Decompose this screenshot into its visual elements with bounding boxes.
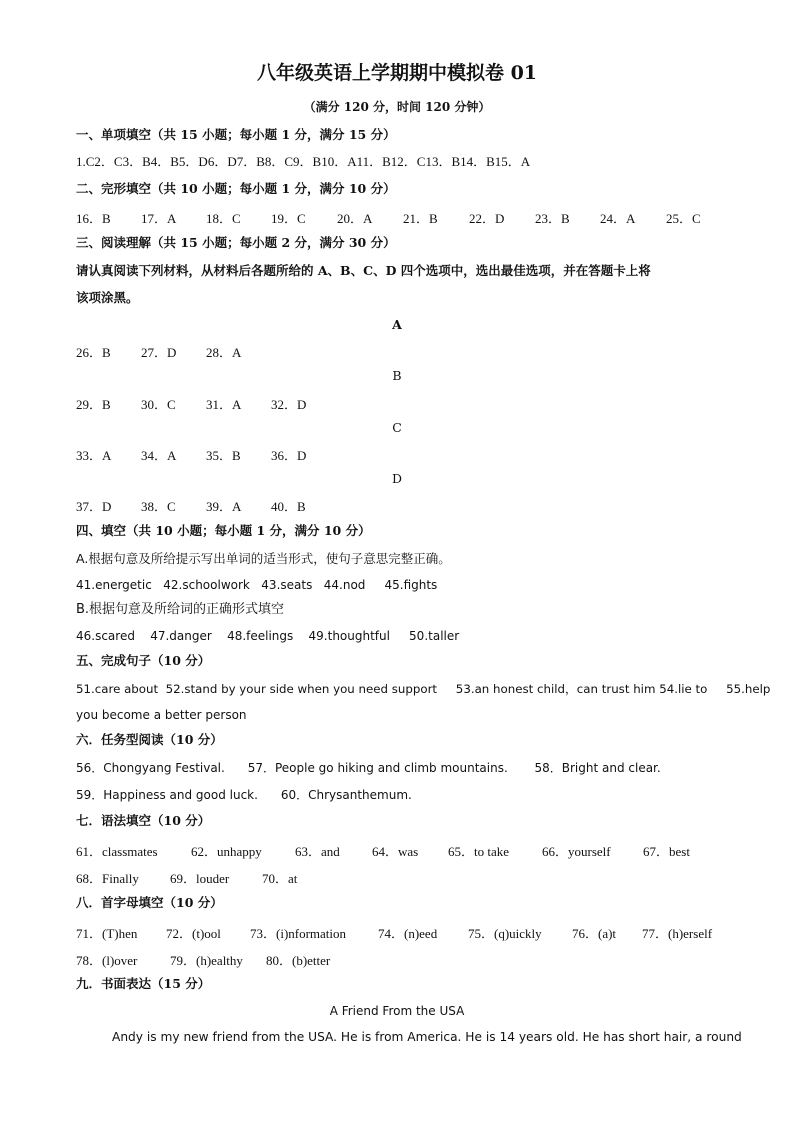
- answer-item: 32．D: [271, 397, 307, 412]
- answer-item: 37．D: [76, 499, 112, 514]
- answer-item: 16．B: [76, 211, 111, 226]
- answer-item: 40．B: [271, 499, 306, 514]
- section-6-heading: 六．任务型阅读（10 分）: [76, 732, 223, 747]
- page-title: 八年级英语上学期期中模拟卷 01: [256, 62, 538, 84]
- answer-item: 19．C: [271, 211, 306, 226]
- section-6-answers-line1: 56．Chongyang Festival. 57．People go hiking and climb mountains. 58．Bright and clear.: [76, 761, 661, 775]
- answer-item: 66．yourself: [542, 844, 611, 859]
- answer-item: 34．A: [141, 448, 177, 463]
- answer-item: 73．(i)nformation: [250, 926, 347, 941]
- answer-item: 67．best: [643, 844, 690, 859]
- answer-item: 33．A: [76, 448, 112, 463]
- answer-item: 80．(b)etter: [266, 953, 331, 968]
- passage-label: D: [391, 471, 403, 486]
- section-4-answers-a: 41.energetic 42.schoolwork 43.seats 44.nod 45.fights: [76, 578, 438, 592]
- answer-item: 24．A: [600, 211, 636, 226]
- section-5-answers-line2: you become a better person: [76, 708, 247, 722]
- section-3-instruction: 请认真阅读下列材料，从材料后各题所给的 A、B、C、D 四个选项中，选出最佳选项，并在答题卡上将: [76, 263, 651, 278]
- answer-item: 62．unhappy: [191, 844, 262, 859]
- passage-label: B: [392, 368, 402, 383]
- answer-item: 63．and: [295, 844, 340, 859]
- answer-item: 28．A: [206, 345, 242, 360]
- answer-item: 68．Finally: [76, 871, 139, 886]
- answer-item: 27．D: [141, 345, 177, 360]
- passage-label: A: [392, 317, 402, 332]
- answer-item: 17．A: [141, 211, 177, 226]
- answer-item: 39．A: [206, 499, 242, 514]
- answer-item: 77．(h)erself: [642, 926, 713, 941]
- section-4-part-b: B.根据句意及所给词的正确形式填空: [76, 602, 285, 617]
- passage-label: C: [392, 420, 402, 435]
- essay-title: A Friend From the USA: [329, 1004, 465, 1018]
- answer-item: 35．B: [206, 448, 241, 463]
- section-2-heading: 二、完形填空（共 10 小题；每小题 1 分，满分 10 分）: [76, 181, 396, 196]
- section-8-heading: 八．首字母填空（10 分）: [76, 895, 223, 910]
- section-9-heading: 九．书面表达（15 分）: [76, 976, 211, 991]
- section-1-answers: 1.C2．C3．B4．B5．D6．D7．B8．C9．B10．A11．B12．C13．B14．B15．A: [76, 154, 531, 169]
- essay-first-line: Andy is my new friend from the USA. He is from America. He is 14 years old. He has short hair, a round: [112, 1030, 742, 1044]
- answer-item: 20．A: [337, 211, 373, 226]
- answer-item: 79．(h)ealthy: [170, 953, 243, 968]
- answer-item: 23．B: [535, 211, 570, 226]
- answer-item: 75．(q)uickly: [468, 926, 542, 941]
- answer-item: 26．B: [76, 345, 111, 360]
- answer-item: 31．A: [206, 397, 242, 412]
- answer-item: 71．(T)hen: [76, 926, 138, 941]
- page-subtitle: （满分 120 分，时间 120 分钟）: [303, 100, 491, 114]
- answer-item: 29．B: [76, 397, 111, 412]
- answer-item: 18．C: [206, 211, 241, 226]
- section-4-part-a: A.根据句意及所给提示写出单词的适当形式，使句子意思完整正确。: [76, 551, 451, 566]
- section-1-heading: 一、单项填空（共 15 小题；每小题 1 分，满分 15 分）: [76, 127, 396, 142]
- answer-item: 65．to take: [448, 844, 510, 859]
- section-5-answers-line1: 51.care about 52.stand by your side when you need support 53.an honest child，can trust him 54.lie to 55.help: [76, 682, 771, 696]
- section-3-heading: 三、阅读理解（共 15 小题；每小题 2 分，满分 30 分）: [76, 235, 396, 250]
- answer-item: 72．(t)ool: [166, 926, 221, 941]
- answer-item: 61．classmates: [76, 844, 158, 859]
- answer-item: 69．louder: [170, 871, 230, 886]
- section-4-heading: 四、填空（共 10 小题；每小题 1 分，满分 10 分）: [76, 523, 371, 538]
- answer-item: 70．at: [262, 871, 298, 886]
- answer-item: 21．B: [403, 211, 438, 226]
- answer-item: 64．was: [372, 844, 419, 859]
- answer-item: 22．D: [469, 211, 505, 226]
- answer-item: 30．C: [141, 397, 176, 412]
- answer-item: 38．C: [141, 499, 176, 514]
- section-5-heading: 五、完成句子（10 分）: [76, 653, 211, 668]
- answer-item: 36．D: [271, 448, 307, 463]
- answer-item: 76．(a)t: [572, 926, 617, 941]
- answer-item: 25．C: [666, 211, 701, 226]
- section-4-answers-b: 46.scared 47.danger 48.feelings 49.thoughtful 50.taller: [76, 629, 460, 643]
- section-6-answers-line2: 59．Happiness and good luck. 60．Chrysanthemum.: [76, 788, 412, 802]
- answer-item: 78．(l)over: [76, 953, 138, 968]
- section-3-instruction-cont: 该项涂黑。: [76, 290, 139, 305]
- section-7-heading: 七．语法填空（10 分）: [76, 813, 211, 828]
- answer-item: 74．(n)eed: [378, 926, 438, 941]
